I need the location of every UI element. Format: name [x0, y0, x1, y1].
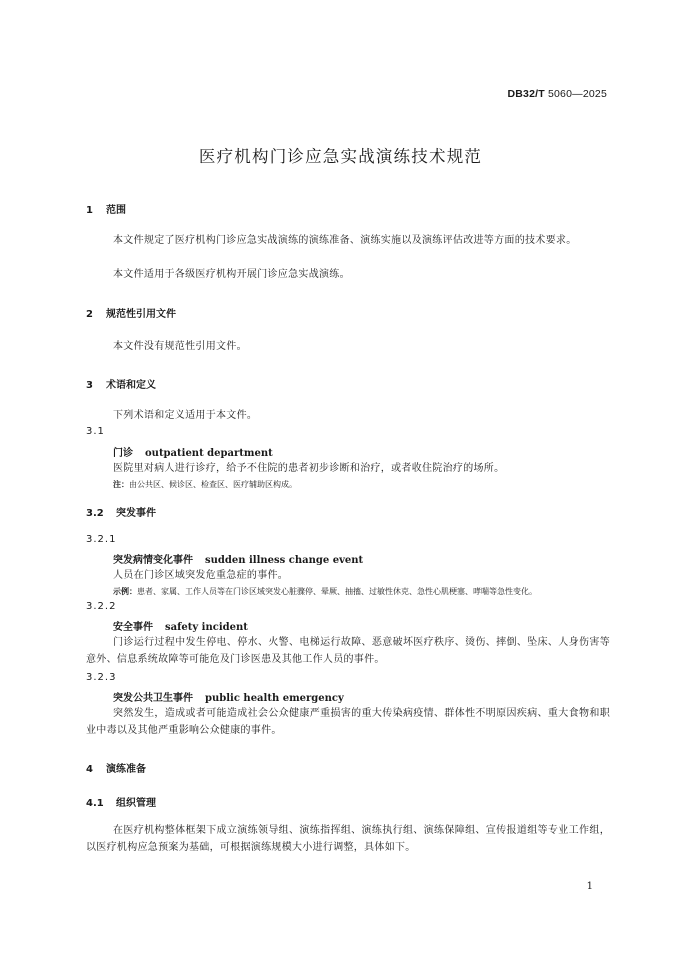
term-zh: 突发病情变化事件 — [113, 555, 193, 566]
term-3-2-1-example — [113, 586, 613, 598]
example-label: 示例： — [113, 587, 137, 596]
term-3-2-2-definition: 门诊运行过程中发生停电、停水、火警、电梯运行故障、恶意破坏医疗秩序、烫伤、摔倒、坠床、人身伤害等意外、信息系统故障等可能危及门诊医患及其他工作人员的事件。 — [86, 637, 610, 665]
note-label: 注： — [113, 480, 129, 489]
section-3-intro: 下列术语和定义适用于本文件。 — [113, 410, 258, 421]
term-3-2-2-number: 3.2.2 — [86, 601, 117, 612]
section-title: 突发事件 — [116, 508, 156, 519]
section-title: 规范性引用文件 — [106, 309, 176, 320]
section-number: 4 — [86, 764, 93, 775]
term-3-1-number: 3.1 — [86, 426, 105, 437]
note-text: 由公共区、候诊区、检查区、医疗辅助区构成。 — [129, 480, 297, 489]
term-en: safety incident — [165, 622, 248, 633]
section-4-heading — [86, 760, 146, 775]
section-number: 3 — [86, 380, 93, 391]
document-title: 医疗机构门诊应急实战演练技术规范 — [198, 147, 483, 166]
section-number: 4.1 — [86, 798, 104, 809]
term-3-2-1-definition: 人员在门诊区域突发危重急症的事件。 — [113, 570, 289, 581]
section-number: 1 — [86, 205, 93, 216]
subsection-4-1-paragraph-1: 在医疗机构整体框架下成立演练领导组、演练指挥组、演练执行组、演练保障组、宣传报道组等专业工作组，以医疗机构应急预案为基础，可根据演练规模大小进行调整，具体如下。 — [86, 825, 610, 853]
term-3-2-1 — [113, 551, 363, 566]
subsection-3-2-heading — [86, 504, 156, 519]
term-zh: 突发公共卫生事件 — [113, 693, 193, 704]
term-3-2-2 — [113, 618, 248, 633]
example-text: 患者、家属、工作人员等在门诊区域突发心脏骤停、晕厥、抽搐、过敏性休克、急性心肌梗塞、哮喘等急性变化。 — [137, 587, 537, 596]
term-zh: 门诊 — [113, 448, 133, 459]
section-3-heading — [86, 376, 156, 391]
standard-code — [507, 88, 607, 100]
term-3-1-note — [113, 479, 613, 491]
term-3-2-1-number: 3.2.1 — [86, 534, 117, 545]
term-en: public health emergency — [205, 693, 344, 704]
section-title: 术语和定义 — [106, 380, 156, 391]
term-3-2-3-number: 3.2.3 — [86, 672, 117, 683]
section-1-heading — [86, 201, 126, 216]
section-number: 3.2 — [86, 508, 104, 519]
subsection-4-1-heading — [86, 794, 156, 809]
section-1-paragraph-1: 本文件规定了医疗机构门诊应急实战演练的演练准备、演练实施以及演练评估改进等方面的技术要求。 — [113, 235, 577, 246]
term-3-2-3-definition: 突然发生，造成或者可能造成社会公众健康严重损害的重大传染病疫情、群体性不明原因疾病、重大食物和职业中毒以及其他严重影响公众健康的事件。 — [86, 708, 610, 736]
standard-number: 5060—2025 — [544, 88, 607, 100]
section-2-heading — [86, 305, 176, 320]
standard-prefix: DB32/T — [507, 88, 545, 100]
term-en: outpatient department — [145, 448, 273, 459]
term-en: sudden illness change event — [205, 555, 364, 566]
section-title: 演练准备 — [106, 764, 146, 775]
section-title: 范围 — [106, 205, 126, 216]
page-number: 1 — [586, 881, 593, 892]
section-title: 组织管理 — [116, 798, 156, 809]
term-zh: 安全事件 — [113, 622, 153, 633]
section-2-paragraph-1: 本文件没有规范性引用文件。 — [113, 341, 247, 352]
term-3-1-definition: 医院里对病人进行诊疗，给予不住院的患者初步诊断和治疗，或者收住院治疗的场所。 — [113, 463, 505, 474]
term-3-1 — [113, 444, 273, 459]
section-1-paragraph-2: 本文件适用于各级医疗机构开展门诊应急实战演练。 — [113, 269, 350, 280]
term-3-2-3 — [113, 689, 344, 704]
section-number: 2 — [86, 309, 93, 320]
